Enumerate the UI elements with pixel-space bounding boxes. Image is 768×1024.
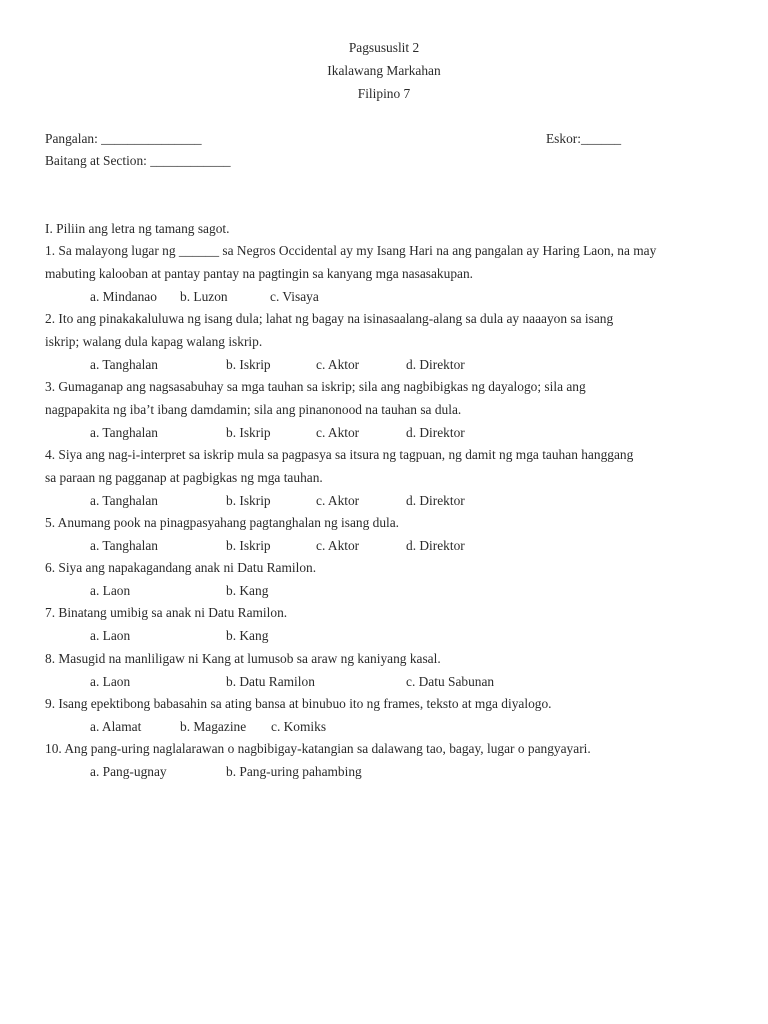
name-field[interactable]: Pangalan: _______________ <box>45 131 202 146</box>
choice-option: c. Datu Sabunan <box>406 674 495 689</box>
choice-option: d. Direktor <box>406 538 465 553</box>
question-text: 2. Ito ang pinakakaluluwa ng isang dula; lahat ng bagay na isinasaalang-alang sa dula ay naaayon sa isang <box>45 311 614 326</box>
choice-option: a. Alamat <box>90 719 142 734</box>
choice-option: b. Iskrip <box>226 425 271 440</box>
question-text: 3. Gumaganap ang nagsasabuhay sa mga tauhan sa iskrip; sila ang nagbibigkas ng dayalogo; sila ang <box>45 379 586 394</box>
question-text: 5. Anumang pook na pinagpasyahang pagtanghalan ng isang dula. <box>45 515 400 530</box>
choice-option: a. Laon <box>90 583 131 598</box>
choice-option: c. Aktor <box>316 425 360 440</box>
choice-option: b. Iskrip <box>226 357 271 372</box>
question-text: 9. Isang epektibong babasahin sa ating bansa at binubuo ito ng frames, teksto at mga diyalogo. <box>45 696 552 711</box>
instructions: I. Piliin ang letra ng tamang sagot. <box>45 221 230 236</box>
choice-option: c. Aktor <box>316 357 360 372</box>
choice-option: a. Laon <box>90 674 131 689</box>
question-text: iskrip; walang dula kapag walang iskrip. <box>45 334 263 349</box>
choice-option: b. Pang-uring pahambing <box>226 764 362 779</box>
subject-label: Filipino 7 <box>357 86 411 101</box>
choice-option: c. Visaya <box>270 289 319 304</box>
choice-option: b. Iskrip <box>226 538 271 553</box>
choice-option: c. Aktor <box>316 538 360 553</box>
choice-option: d. Direktor <box>406 357 465 372</box>
choice-option: c. Komiks <box>271 719 327 734</box>
choice-option: a. Pang-ugnay <box>90 764 167 779</box>
choice-option: d. Direktor <box>406 493 465 508</box>
choice-option: a. Tanghalan <box>90 493 158 508</box>
choice-option: a. Tanghalan <box>90 425 158 440</box>
choice-option: b. Magazine <box>180 719 247 734</box>
question-text: 7. Binatang umibig sa anak ni Datu Ramilon. <box>45 605 288 620</box>
choice-option: a. Tanghalan <box>90 357 158 372</box>
choice-option: b. Iskrip <box>226 493 271 508</box>
choice-option: a. Laon <box>90 628 131 643</box>
question-text: mabuting kalooban at pantay pantay na pagtingin sa kanyang mga nasasakupan. <box>45 266 474 281</box>
question-text: 6. Siya ang napakagandang anak ni Datu Ramilon. <box>45 560 317 575</box>
grade-section-field[interactable]: Baitang at Section: ____________ <box>45 153 231 168</box>
question-text: 8. Masugid na manliligaw ni Kang at lumusob sa araw ng kaniyang kasal. <box>45 651 441 666</box>
question-text: 10. Ang pang-uring naglalarawan o nagbibigay-katangian sa dalawang tao, bagay, lugar o pangyayari. <box>45 741 591 756</box>
question-text: 4. Siya ang nag-i-interpret sa iskrip mula sa pagpasya sa itsura ng tagpuan, ng damit ng mga tauhan hanggang <box>45 447 634 462</box>
choice-option: a. Tanghalan <box>90 538 158 553</box>
question-text: nagpapakita ng iba’t ibang damdamin; sila ang pinanonood na tauhan sa dula. <box>45 402 462 417</box>
choice-option: a. Mindanao <box>90 289 157 304</box>
choice-option: c. Aktor <box>316 493 360 508</box>
quarter-label: Ikalawang Markahan <box>327 63 441 78</box>
choice-option: b. Kang <box>226 583 269 598</box>
question-text: sa paraan ng pagganap at pagbigkas ng mga tauhan. <box>45 470 323 485</box>
choice-option: b. Datu Ramilon <box>226 674 315 689</box>
choice-option: b. Kang <box>226 628 269 643</box>
choice-option: d. Direktor <box>406 425 465 440</box>
score-field[interactable]: Eskor:______ <box>546 131 622 146</box>
choice-option: b. Luzon <box>180 289 228 304</box>
question-text: 1. Sa malayong lugar ng ______ sa Negros Occidental ay my Isang Hari na ang pangalan ay Haring Laon, na may <box>45 243 657 258</box>
exam-title: Pagsususlit 2 <box>348 40 420 55</box>
